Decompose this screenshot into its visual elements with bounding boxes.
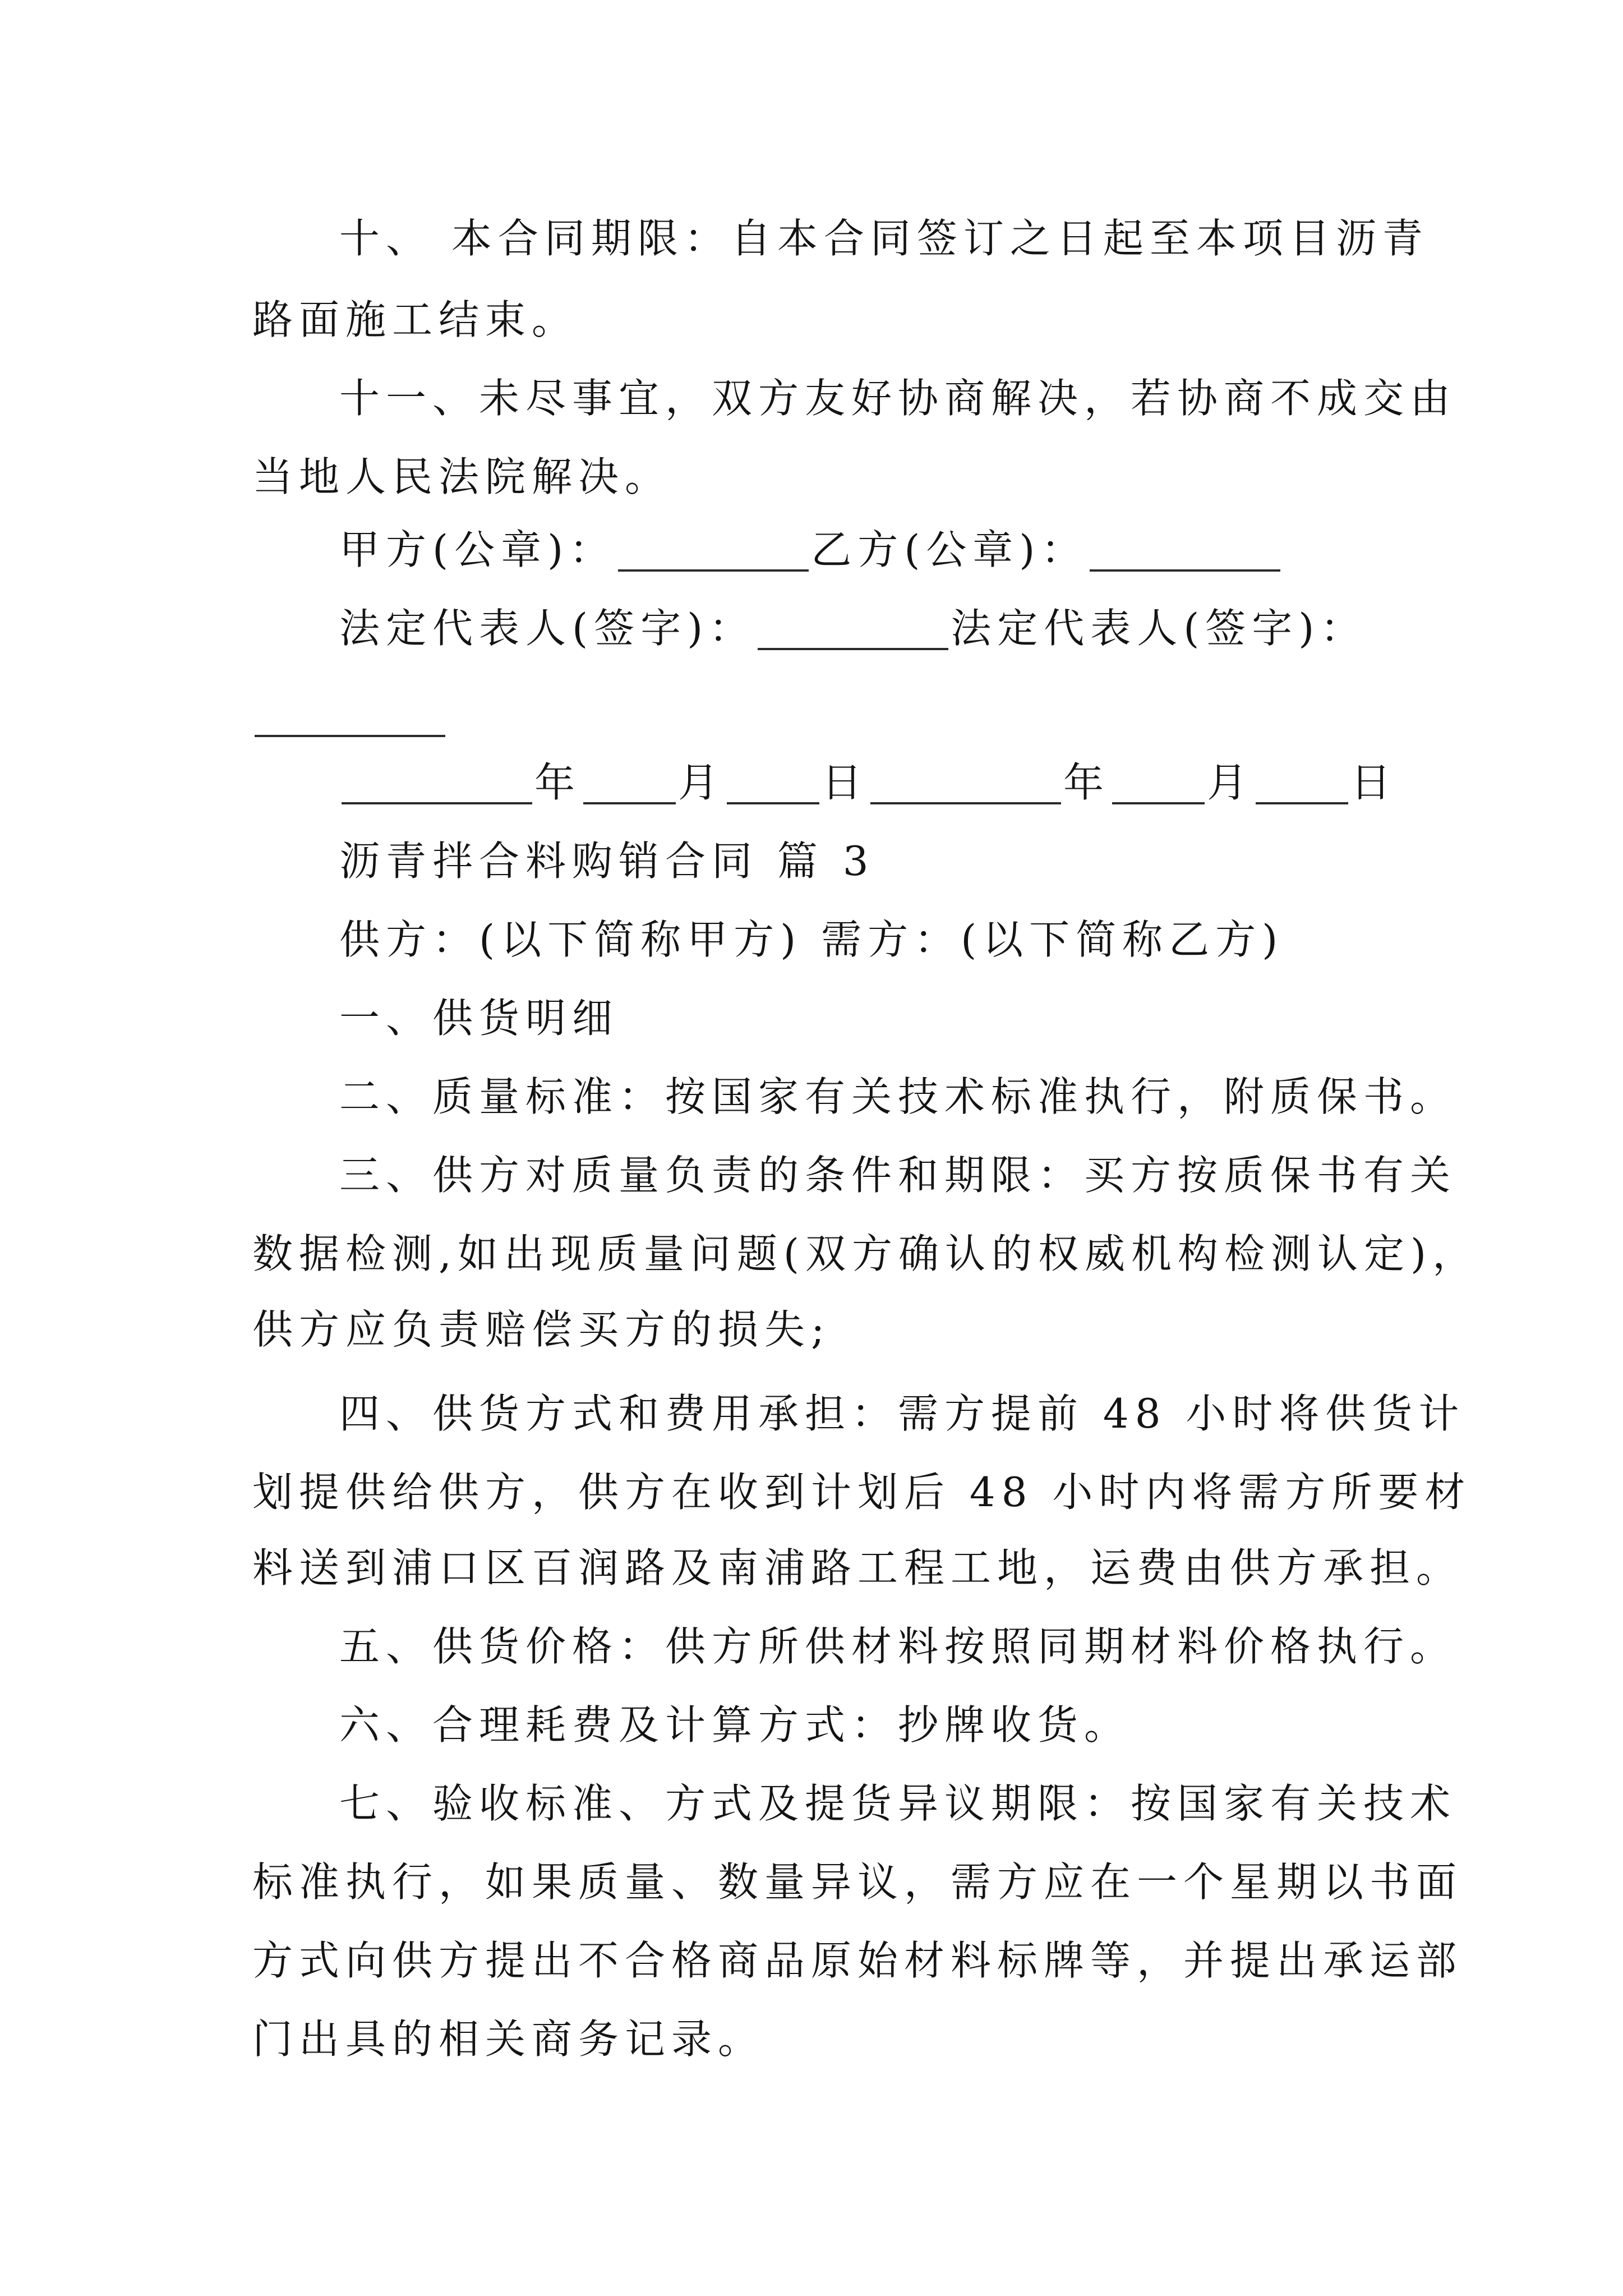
item-3-line-3: 供方应负责赔偿买方的损失; <box>252 1306 831 1353</box>
date-b-day-blank[interactable] <box>1256 802 1348 804</box>
parties-line: 供方：(以下简称甲方) 需方：(以下简称乙方) <box>339 916 1284 963</box>
seal-line <box>339 524 1283 575</box>
date-a-month-blank[interactable] <box>583 802 676 804</box>
party-b-seal-label: 乙方(公章)： <box>811 526 1088 573</box>
item-4-line-2: 划提供给供方，供方在收到计划后 48 小时内将需方所要材 <box>252 1469 1472 1516</box>
legal-rep-a-blank[interactable] <box>758 648 948 650</box>
item-6: 六、合理耗费及计算方式：抄牌收货。 <box>339 1701 1131 1749</box>
date-b-year-blank[interactable] <box>870 802 1061 804</box>
item-7-line-4: 门出具的相关商务记录。 <box>252 2016 765 2063</box>
clause-11-line-2: 当地人民法院解决。 <box>252 453 672 500</box>
date-a-year-blank[interactable] <box>342 802 532 804</box>
item-3-line-2: 数据检测,如出现质量问题(双方确认的权威机构检测认定)， <box>252 1230 1479 1277</box>
date-b-day-label: 日 <box>1350 759 1398 806</box>
date-a-year-label: 年 <box>534 759 582 806</box>
item-4-line-1: 四、供货方式和费用承担：需方提前 48 小时将供货计 <box>339 1390 1465 1437</box>
clause-10-line-1: 十、 本合同期限：自本合同签订之日起至本项目沥青 <box>339 215 1429 262</box>
item-7-line-1: 七、验收标准、方式及提货异议期限：按国家有关技术 <box>339 1780 1457 1827</box>
item-2: 二、质量标准：按国家有关技术标准执行，附质保书。 <box>339 1073 1457 1120</box>
item-7-line-2: 标准执行，如果质量、数量异议，需方应在一个星期以书面 <box>252 1858 1463 1906</box>
date-a-month-label: 月 <box>678 759 725 806</box>
date-line <box>339 757 1397 808</box>
legal-rep-a-label: 法定代表人(签字)： <box>339 605 756 652</box>
item-7-line-3: 方式向供方提出不合格商品原始材料标牌等，并提出承运部 <box>252 1937 1463 1984</box>
item-4-line-3: 料送到浦口区百润路及南浦路工程工地，运费由供方承担。 <box>252 1544 1463 1591</box>
legal-rep-b-blank[interactable] <box>255 735 445 737</box>
party-a-seal-blank[interactable] <box>618 569 809 572</box>
legal-rep-b-blank-line <box>252 690 448 740</box>
date-a-day-label: 日 <box>822 759 869 806</box>
date-a-day-blank[interactable] <box>727 802 819 804</box>
legal-rep-line <box>339 603 1367 654</box>
clause-11-line-1: 十一、未尽事宜，双方友好协商解决，若协商不成交由 <box>339 375 1457 422</box>
date-b-month-blank[interactable] <box>1112 802 1205 804</box>
date-b-month-label: 月 <box>1207 759 1254 806</box>
item-3-line-1: 三、供方对质量负责的条件和期限：买方按质保书有关 <box>339 1152 1457 1199</box>
legal-rep-b-label: 法定代表人(签字)： <box>951 605 1367 652</box>
item-1: 一、供货明细 <box>339 995 619 1042</box>
party-b-seal-blank[interactable] <box>1090 569 1280 572</box>
item-5: 五、供货价格：供方所供材料按照同期材料价格执行。 <box>339 1623 1457 1670</box>
section-title: 沥青拌合料购销合同 篇 3 <box>339 838 875 885</box>
clause-10-line-2: 路面施工结束。 <box>252 296 579 343</box>
party-a-seal-label: 甲方(公章)： <box>339 526 616 573</box>
date-b-year-label: 年 <box>1063 759 1110 806</box>
